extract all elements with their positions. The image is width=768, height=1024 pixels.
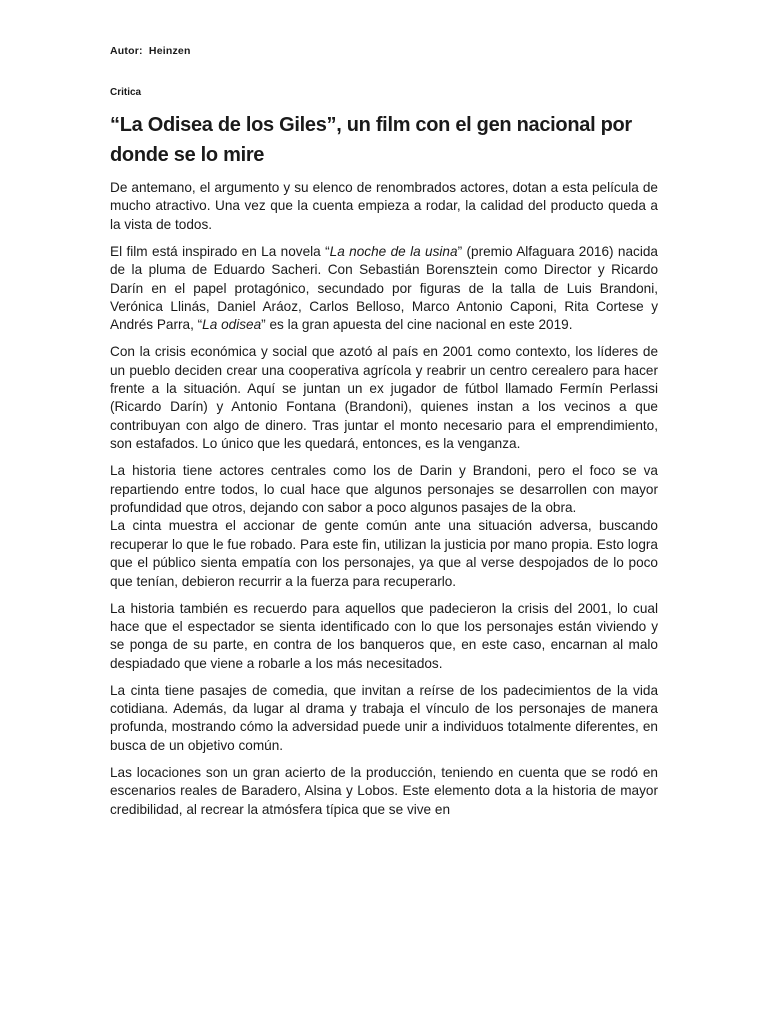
paragraph-memory: La historia también es recuerdo para aquellos que padecieron la crisis del 2001, lo cual hace que el espectador se sienta identificado con lo que los personajes están viviendo y se ponga de su parte, en contra de los banqueros que, en este caso, encarnan al malo despiadado que viene a robarle a los más necesitados.	[110, 600, 658, 671]
paragraph-plot: Con la crisis económica y social que azotó al país en 2001 como contexto, los líderes de un pueblo deciden crear una cooperativa agrícola y reabrir un centro cerealero para hacer frente a la situación. Aquí se juntan un ex jugador de fútbol llamado Fermín Perlassi (Ricardo Darín) y Antonio Fontana (Brandoni), quienes instan a los vecinos a que contribuyan con algo de dinero. Tras juntar el monto necesario para el emprendimiento, son estafados. Lo único que les quedará, entonces, es la venganza.	[110, 344, 658, 452]
paragraph-locations: Las locaciones son un gran acierto de la producción, teniendo en cuenta que se rodó en escenarios reales de Baradero, Alsina y Lobos. Este elemento dota a la historia de mayor credibilidad, al recrear la atmósfera típica que se vive en	[110, 764, 658, 817]
paragraph-inspiration-text-b: ” (premio Alfaguara 2016) nacida de la pluma de Eduardo Sacheri. Con Sebastián Borensztein como Director y Ricardo Darín en el papel protagónico, secundado por figuras de la talla de Luis Brandoni, Verónica Llinás, Daniel Aráoz, Carlos Belloso, Marco Antonio Caponi, Rita Cortese y Andrés Parra, “	[110, 243, 658, 333]
novel-title: La noche de la usina	[329, 243, 458, 259]
article-body	[110, 179, 658, 828]
paragraph-comedy: La cinta tiene pasajes de comedia, que invitan a reírse de los padecimientos de la vida cotidiana. Además, da lugar al drama y trabaja el vínculo de los personajes de manera profunda, mostrando cómo la adversidad puede unir a individuos totalmente diferentes, en busca de un objetivo común.	[110, 682, 658, 753]
paragraph-actors: La historia tiene actores centrales como los de Darin y Brandoni, pero el foco se va repartiendo entre todos, lo cual hace que algunos personajes se desarrollen con mayor profundidad que otros, dejando con sabor a poco algunos pasajes de la obra.	[110, 463, 658, 515]
paragraph-inspiration-text-a: El film está inspirado en La novela “	[110, 243, 330, 259]
author-line: Autor: Heinzen	[110, 45, 191, 57]
paragraph-common-people: La cinta muestra el accionar de gente común ante una situación adversa, buscando recuperar lo que le fue robado. Para este fin, utilizan la justicia por mano propia. Esto logra que el público sienta empatía con los personajes, ya que al verse despojados de lo poco que tenían, debieron recurrir a la fuerza para recuperarlo.	[110, 518, 658, 589]
section-label: Critica	[110, 87, 142, 98]
paragraph-intro: De antemano, el argumento y su elenco de renombrados actores, dotan a esta película de mucho atractivo. Una vez que la cuenta empieza a rodar, la calidad del producto queda a la vista de todos.	[110, 180, 658, 232]
paragraph-inspiration-text-c: ” es la gran apuesta del cine nacional en este 2019.	[261, 317, 573, 333]
paragraph-inspiration	[110, 243, 658, 335]
article-title: “La Odisea de los Giles”, un film con el gen nacional por donde se lo mire	[110, 114, 632, 166]
film-title: La odisea	[202, 317, 262, 333]
